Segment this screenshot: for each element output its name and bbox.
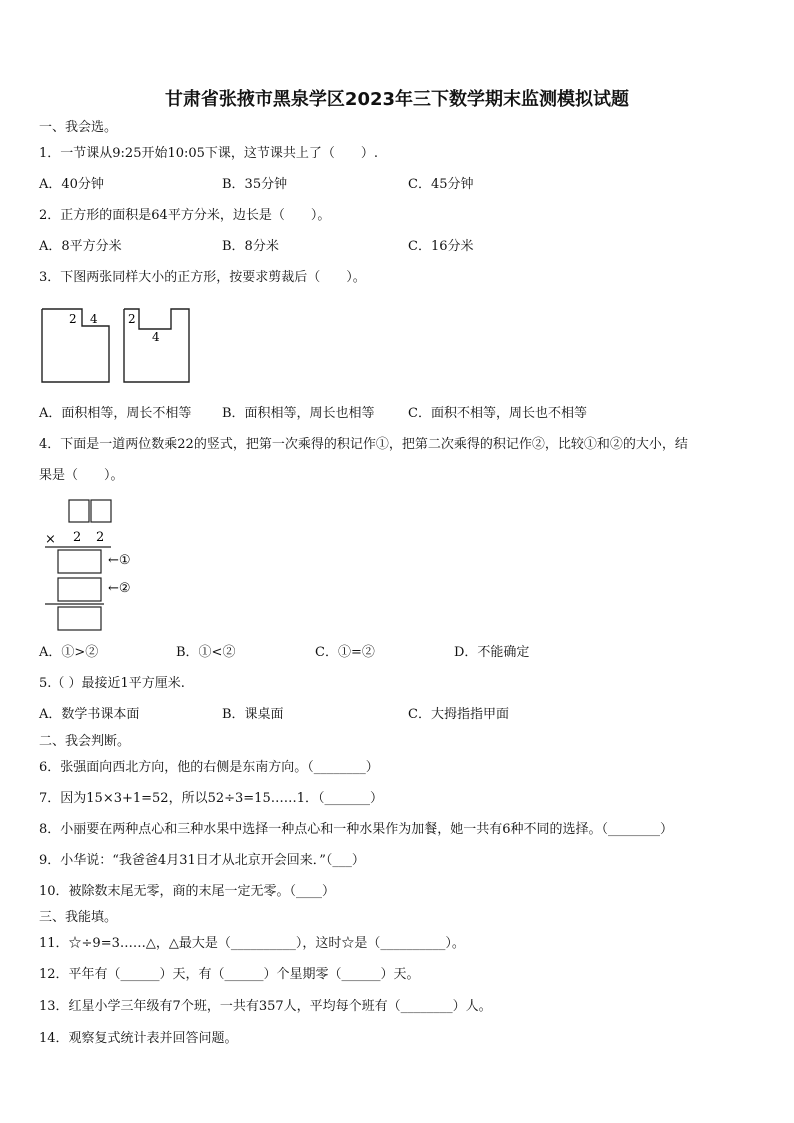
question-5-option-a: A．数学书课本面	[39, 707, 140, 722]
exam-title: 甘肃省张掖市黑泉学区2023年三下数学期末监测模拟试题	[164, 89, 630, 110]
question-4-option-d: D．不能确定	[454, 645, 530, 660]
partial-product-1-box	[58, 550, 101, 573]
question-4-stem-line2: 果是（ ）。	[39, 468, 124, 483]
partial-product-2-box	[58, 578, 101, 601]
question-2-option-b: B．8分米	[222, 239, 279, 254]
question-6: 6．张强面向西北方向，他的右侧是东南方向。（________）	[39, 760, 379, 775]
question-2-stem: 2．正方形的面积是64平方分米，边长是（ ）。	[39, 208, 331, 223]
question-3-figure	[38, 304, 198, 386]
question-1-stem: 1．一节课从9:25开始10:05下课，这节课共上了（ ）.	[39, 146, 379, 161]
question-9: 9．小华说：“我爸爸4月31日才从北京开会回来．”（___）	[39, 853, 365, 868]
question-5-option-c: C．大拇指指甲面	[408, 707, 509, 722]
question-1-option-a: A．40分钟	[39, 177, 104, 192]
question-14: 14．观察复式统计表并回答问题。	[39, 1031, 238, 1046]
digit-box-tens	[69, 500, 89, 522]
question-4-vertical-multiplication	[40, 497, 160, 635]
partial-product-1-arrow: ←①	[108, 553, 131, 568]
question-1-option-b: B．35分钟	[222, 177, 288, 192]
figure-label-b: 4	[90, 312, 98, 326]
question-12: 12．平年有（______）天，有（______）个星期零（______）天。	[39, 967, 420, 982]
question-4-option-a: A．①>②	[39, 645, 99, 660]
question-3-option-a: A．面积相等，周长不相等	[39, 406, 192, 421]
question-7: 7．因为15×3+1=52，所以52÷3=15……1．（_______）	[39, 791, 383, 806]
final-product-box	[58, 607, 101, 630]
figure-label-d: 4	[152, 330, 160, 344]
figure-label-c: 2	[128, 312, 136, 326]
question-2-option-c: C．16分米	[408, 239, 474, 254]
question-3-stem: 3．下图两张同样大小的正方形，按要求剪裁后（ ）。	[39, 270, 366, 285]
section-heading-judge: 二、我会判断。	[39, 734, 131, 749]
question-4-option-c: C．①=②	[315, 645, 375, 660]
question-5-stem: 5.（ ）最接近1平方厘米.	[39, 676, 185, 691]
question-3-option-c: C．面积不相等，周长也不相等	[408, 406, 587, 421]
question-10: 10．被除数末尾无零，商的末尾一定无零。（____）	[39, 884, 336, 899]
question-2-option-a: A．8平方分米	[39, 239, 122, 254]
question-4-option-b: B．①<②	[176, 645, 236, 660]
question-11: 11．☆÷9=3……△，△最大是（__________），这时☆是（__________）。	[39, 936, 465, 951]
question-8: 8．小丽要在两种点心和三种水果中选择一种点心和一种水果作为加餐，她一共有6种不同的选择。（________）	[39, 822, 674, 837]
question-13: 13．红星小学三年级有7个班，一共有357人，平均每个班有（________）人。	[39, 999, 492, 1014]
multiplier-digit-ones: 2	[96, 530, 105, 545]
section-heading-choice: 一、我会选。	[39, 120, 118, 135]
question-5-option-b: B．课桌面	[222, 707, 284, 722]
section-heading-fill: 三、我能填。	[39, 910, 118, 925]
question-4-stem-line1: 4．下面是一道两位数乘22的竖式，把第一次乘得的积记作①，把第二次乘得的积记作②，比较①和②的大小，结	[39, 437, 688, 452]
multiplier-digit-tens: 2	[73, 530, 82, 545]
digit-box-ones	[91, 500, 111, 522]
figure-label-a: 2	[69, 312, 77, 326]
question-1-option-c: C．45分钟	[408, 177, 474, 192]
question-3-option-b: B．面积相等，周长也相等	[222, 406, 375, 421]
times-sign: ×	[45, 532, 56, 547]
partial-product-2-arrow: ←②	[108, 581, 131, 596]
